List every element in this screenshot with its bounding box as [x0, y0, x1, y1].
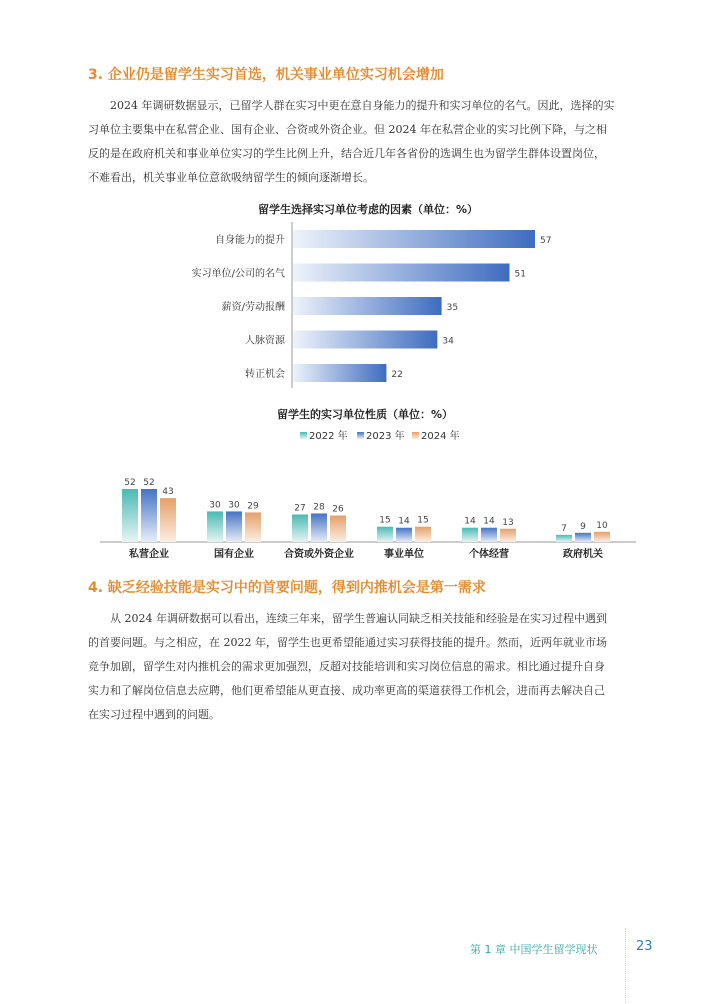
chart-2-bar — [556, 535, 572, 542]
chart-2-title: 留学生的实习单位性质（单位：%） — [277, 408, 454, 421]
paragraph-line: 反的是在政府机关和事业单位实习的学生比例上升，结合近几年各省份的选调生也为留学生群体设置岗位， — [88, 147, 605, 160]
chart-2-value-label: 14 — [464, 516, 476, 527]
chart-2-value-label: 43 — [162, 487, 174, 498]
chart-1-bar — [293, 230, 535, 248]
chart-2-value-label: 52 — [124, 478, 136, 488]
chart-2-bar — [226, 511, 242, 542]
chart-2-category-label: 合资或外资企业 — [284, 549, 354, 560]
chart-1-category-label: 人脉资源 — [245, 335, 285, 347]
paragraph-line: 在实习过程中遇到的问题。 — [88, 708, 220, 721]
chart-1-category-label: 自身能力的提升 — [215, 235, 285, 246]
chart-2-value-label: 29 — [247, 501, 259, 512]
legend-label: 2023 年 — [366, 431, 405, 442]
chart-2-value-label: 15 — [417, 515, 429, 526]
chart-1-value-label: 57 — [540, 236, 552, 246]
chart-1-category-label: 实习单位/公司的名气 — [191, 268, 285, 280]
chart-2-bar — [377, 527, 393, 542]
section-4-heading: 4. 缺乏经验技能是实习中的首要问题，得到内推机会是第一需求 — [88, 580, 486, 596]
section-4-paragraph — [88, 607, 644, 727]
legend-label: 2022 年 — [309, 431, 348, 442]
chart-2-bar — [245, 512, 261, 542]
chart-2-category-label: 国有企业 — [214, 549, 254, 560]
chart-2-bar — [462, 528, 478, 542]
section-3-paragraph — [88, 94, 644, 190]
chart-2-bar — [415, 527, 431, 542]
chart-2-value-label: 15 — [379, 515, 391, 526]
footer-divider — [625, 928, 626, 1004]
chart-2-bar — [500, 529, 516, 542]
chart-2-value-label: 13 — [502, 517, 514, 528]
chart-2-bar — [481, 528, 497, 542]
legend-label: 2024 年 — [421, 431, 460, 442]
chart-2-bar — [311, 513, 327, 542]
paragraph-line: 习单位主要集中在私营企业、国有企业、合资或外资企业。但 2024 年在私营企业的实习比例下降，与之相 — [88, 123, 607, 136]
footer-chapter-title: 第 1 章 中国学生留学现状 — [470, 943, 598, 956]
unit-type-bar-chart — [0, 425, 720, 575]
chart-2-category-label: 个体经营 — [469, 549, 509, 560]
chart-2-category-label: 事业单位 — [384, 549, 424, 560]
chart-2-bar — [207, 511, 223, 542]
chart-2-bar — [122, 489, 138, 542]
page-number: 23 — [636, 939, 653, 954]
chart-2-value-label: 30 — [228, 500, 240, 511]
legend-swatch — [357, 432, 364, 439]
chart-2-value-label: 14 — [483, 516, 495, 527]
chart-2-bar — [396, 528, 412, 542]
chart-1-value-label: 22 — [391, 370, 403, 380]
section-3-heading: 3. 企业仍是留学生实习首选，机关事业单位实习机会增加 — [88, 67, 444, 83]
factors-bar-chart — [0, 218, 720, 398]
chart-2-value-label: 52 — [143, 478, 155, 488]
legend-swatch — [300, 432, 307, 439]
chart-2-value-label: 7 — [561, 523, 567, 534]
chart-2-bar — [141, 489, 157, 542]
chart-1-value-label: 35 — [446, 303, 459, 313]
chart-2-bar — [292, 514, 308, 542]
chart-2-value-label: 26 — [332, 504, 344, 515]
chart-2-value-label: 10 — [596, 520, 608, 531]
chart-2-category-label: 私营企业 — [129, 549, 169, 560]
chart-2-value-label: 30 — [209, 500, 221, 511]
chart-1-title: 留学生选择实习单位考虑的因素（单位：%） — [258, 203, 479, 216]
chart-2-category-label: 政府机关 — [563, 549, 603, 560]
chart-1-bar — [293, 264, 510, 282]
chart-1-bar — [293, 331, 437, 349]
paragraph-line: 不难看出，机关事业单位意欲吸纳留学生的倾向逐渐增长。 — [88, 171, 374, 184]
paragraph-line: 的首要问题。与之相应，在 2022 年，留学生也更希望能通过实习获得技能的提升。然而，近两年就业市场 — [88, 636, 607, 649]
paragraph-line: 实力和了解岗位信息去应聘，他们更希望能从更直接、成功率更高的渠道获得工作机会，进而再去解决自己 — [88, 684, 605, 697]
chart-1-category-label: 转正机会 — [245, 369, 285, 380]
chart-2-value-label: 27 — [294, 503, 306, 514]
chart-2-bar — [594, 532, 610, 542]
chart-1-value-label: 34 — [442, 336, 454, 347]
chart-2-bar — [575, 533, 591, 542]
paragraph-line: 2024 年调研数据显示，已留学人群在实习中更在意自身能力的提升和实习单位的名气。因此，选择的实 — [110, 99, 615, 112]
chart-1-category-label: 薪资/劳动报酬 — [221, 302, 285, 313]
chart-2-bar — [160, 498, 176, 542]
chart-2-value-label: 9 — [580, 521, 586, 532]
chart-2-bar — [330, 516, 346, 543]
chart-2-value-label: 14 — [398, 516, 410, 527]
chart-1-bar — [293, 364, 386, 382]
paragraph-line: 竞争加剧，留学生对内推机会的需求更加强烈，反超对技能培训和实习岗位信息的需求。相比通过提升自身 — [88, 660, 605, 673]
chart-1-value-label: 51 — [514, 269, 526, 280]
chart-1-bar — [293, 297, 442, 315]
legend-swatch — [412, 432, 419, 439]
chart-2-value-label: 28 — [313, 502, 325, 513]
paragraph-line: 从 2024 年调研数据可以看出，连续三年来，留学生普遍认同缺乏相关技能和经验是在实习过程中遇到 — [110, 612, 607, 625]
